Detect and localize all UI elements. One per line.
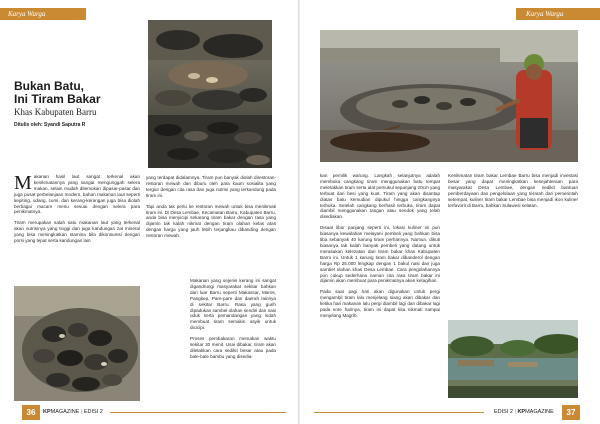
footer-rule-right [314,412,484,413]
article-byline: Ditulis oleh: Syandi Saputra R [14,122,86,128]
logo-right: KP [517,409,526,415]
article-title-line1: Bukan Batu, [14,79,85,93]
section-bar-right [516,8,600,20]
section-bar-left [0,8,86,20]
footer-rule-left [110,412,286,413]
photo-grilling-image [320,30,578,162]
photo-oysters-sack-image [14,286,140,401]
right-column-2 [448,173,578,213]
article-title [14,80,144,106]
paragraph-1 [14,174,140,215]
page-number-left: 36 [22,405,40,420]
photo-waterfront [448,320,578,398]
paragraph-10: Kenikmatan tiram bakar Lembae Barru bisa menjadi investasi besar yang dapat meningkatkan kesejahteraan para masyarakat Desa Lembae, dengan sedikit bantuan pemberdayaan dan pengelolaan yang terarah dari pemerintah setempat, kuliner tiram bakar Lembae bisa menjadi ikon kuliner terfavorit di Barru, bahkan Sulawesi selatan. [448,173,578,208]
paragraph-9: Pada saat pagi hari akan digunakan untuk pergi mengambil tiram lalu menjelang siang akan dibakar dan ketika hari makanan lalu pergi diambil lagi dan dibakar lagi pada sore harinya, tiram ini dapat kita nikmati sampai menjelang Magrib. [320,289,440,318]
paragraph-8: Disaat libur panjang seperti ini, lokasi kuliner ini pun biasanya kewalahan melayani pembeli yang bahkan bisa tiba sebanyak 40 karung tiram perharinya. Namun, dikuti biasanya tak kalah banyak pembeli yang datang untuk merasakan kelezatan dari tiram bakar khas Kabupaten Barru ini. Untuk 1 karung tiram bakar dibanderol dengan harga Rp 25.000 lengkap dengan 1 bakul nasi dan juga sambel olahan khas Desa Lembae. Cara pengolahannya pun cukup sederhana namun cita rasa tiram bakar ini dijamin akan membuat para penikmatnya akan ketagihan. [320,225,440,284]
paragraph-1-text: akanan hasil laut sangat terkenal akan kenikmatannya yang sangat mengunggah selera makan, selain mudah ditemukan dipasar-pasar dan juga pusat perbelanjaan modern, bahan makanan laut seperti kepiting, udang, cumi, dan kerang-kerangan juga bisa diolah berbagai macam menu sesuai dengan selera para penikmatnya. [14,174,140,215]
paragraph-6: Proses pembakaran memakan waktu sekitar 30 menit. Usai dibakar, tiram akan diletakkan cara sedikit besar atau pada bale-bale bambu yang disedia- [190,336,276,359]
photo-oysters-sack [14,286,140,401]
paragraph-5: Makanan yang sejenis kerang ini sangat digandrungi masyarakat sekitar bahkan dari luar Barru seperti Makassar, Maros, Pangkep, Pare-pare dan daerah lainnya di sekitar Barru. Rasa yang gurih dipadukan sambel olahan sendiri dan nasi uduk serta pemandangan yang indah membuat tiram semakin asyik untuk dicicipi. [190,278,276,331]
right-column-1 [320,173,440,324]
paragraph-2: Tiram merupakan salah satu makanan laut yang terkenal akan nutrisinya yang tinggi dan juga kandungan zat mineral yang bisa meningkatkan stamina bila dikonsumsi dengan porsi yang tepat serta kandungan lain [14,220,140,244]
photo-waterfront-image [448,320,578,398]
magazine-label-left: MAGAZINE [50,409,80,415]
article-subtitle: Khas Kabupaten Barru [14,107,97,117]
left-column-2-lower [190,278,276,365]
paragraph-3: yang terdapat didalamnya. Tiram pun banyak diolah direstoran-restoran mewah dan diburu oleh para kaum sosialita yang tergiur dengan cita rasa dan juga nutrisi yang terkandung pada tiram ini. [146,175,276,198]
logo-left: KP [43,409,51,415]
footer-brand-left: KPMAGAZINE | EDISI 2 [43,409,103,415]
photo-oysters-grill-image [148,20,272,168]
left-column-1 [14,174,140,249]
photo-oysters-grill [148,20,272,168]
section-label-left: Karya Warga [8,10,46,18]
edition-right: EDISI 2 [494,409,513,415]
left-column-2 [146,175,276,244]
magazine-label-right: MAGAZINE [525,409,554,415]
section-label-right: Karya Warga [526,10,564,18]
page-number-right: 37 [562,405,580,420]
footer-brand-right: EDISI 2 | KPMAGAZINE [494,409,554,415]
paragraph-7: kan pemilik warung. Langkah selanjutnya adalah membuka cangkang tiram menggunakan batu tempat meletakkan tiram serta alat pemukul sepanjang 20cm yang terbuat dari besi yang kuat. Tiram yang akan disantap diatas batu kemudian dipukul hingga cangkangnya terbuka. Setelah cangkang berhasil terbuka, tiram dapat diambil menggunakan tangan atau sendok yang telah disediakan. [320,173,441,220]
article-title-line2: Ini Tiram Bakar [14,92,101,106]
dropcap: M [14,172,32,194]
edition-left: EDISI 2 [83,409,103,415]
paragraph-4: Tapi anda tak perlu ke restoran mewah untuk bisa menikmati tiram ini. Di Desa Lembae, Kecamatan Barru, Kabupaten Barru, anda bisa menyicipi sekarang tiram bakar dengan rasa yang dijamin tak kalah nikmat dengan tiram olahan kelas atas dengan harga yang jauh lebih terjangkau dibanding dengan restoran mewah. [146,203,276,239]
right-page [300,0,600,424]
photo-grilling [320,30,578,162]
